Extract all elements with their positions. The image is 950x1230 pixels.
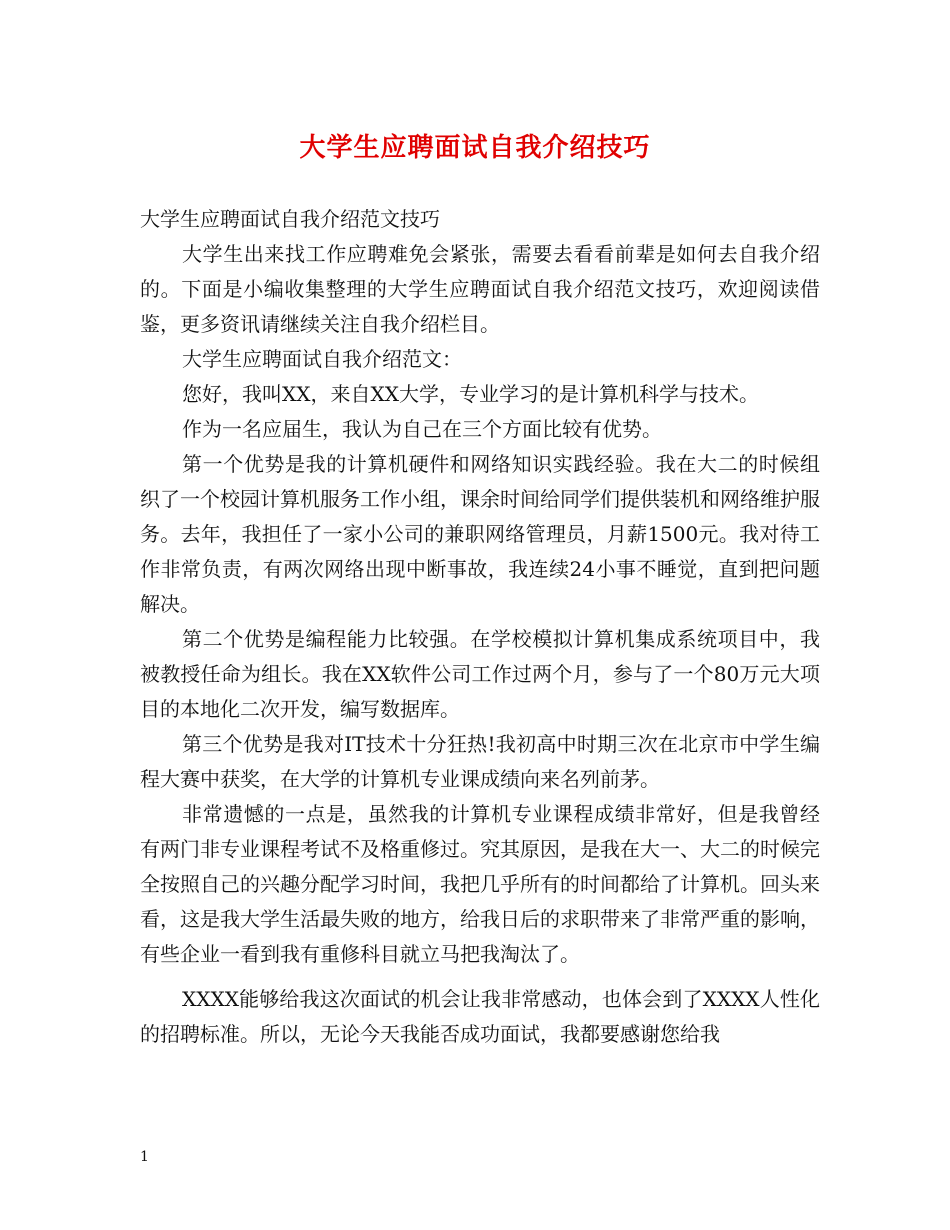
document-body <box>140 202 820 1052</box>
page-number: 1 <box>140 1149 149 1165</box>
paragraph-weakness: 非常遗憾的一点是，虽然我的计算机专业课程成绩非常好，但是我曾经有两门非专业课程考试不及格重修过。究其原因，是我在大一、大二的时候完全按照自己的兴趣分配学习时间，我把几乎所有的时间都给了计算机。回头来看，这是我大学生活最失败的地方，给我日后的求职带来了非常严重的影响，有些企业一看到我有重修科目就立马把我淘汰了。 <box>140 802 820 966</box>
paragraph-third-advantage: 第三个优势是我对IT技术十分狂热!我初高中时期三次在北京市中学生编程大赛中获奖，在大学的计算机专业课成绩向来名列前茅。 <box>140 732 820 791</box>
paragraph-greeting: 您好，我叫XX，来自XX大学，专业学习的是计算机科学与技术。 <box>182 382 759 406</box>
paragraph-closing: XXXX能够给我这次面试的机会让我非常感动，也体会到了XXXX人性化的招聘标准。所以，无论今天我能否成功面试，我都要感谢您给我 <box>140 987 820 1046</box>
paragraph-sample-heading: 大学生应聘面试自我介绍范文： <box>182 347 462 371</box>
document-title: 大学生应聘面试自我介绍技巧 <box>299 133 651 163</box>
paragraph-second-advantage: 第二个优势是编程能力比较强。在学校模拟计算机集成系统项目中，我被教授任命为组长。我在XX软件公司工作过两个月，参与了一个80万元大项目的本地化二次开发，编写数据库。 <box>140 627 820 721</box>
paragraph-first-advantage: 第一个优势是我的计算机硬件和网络知识实践经验。我在大二的时候组织了一个校园计算机服务工作小组，课余时间给同学们提供装机和网络维护服务。去年，我担任了一家小公司的兼职网络管理员，月薪1500元。我对待工作非常负责，有两次网络出现中断事故，我连续24小事不睡觉，直到把问题解决。 <box>140 452 820 616</box>
document-subtitle: 大学生应聘面试自我介绍范文技巧 <box>140 207 440 231</box>
paragraph-advantages-overview: 作为一名应届生，我认为自己在三个方面比较有优势。 <box>182 417 662 441</box>
paragraph-intro: 大学生出来找工作应聘难免会紧张，需要去看看前辈是如何去自我介绍的。下面是小编收集整理的大学生应聘面试自我介绍范文技巧，欢迎阅读借鉴，更多资讯请继续关注自我介绍栏目。 <box>140 242 820 336</box>
